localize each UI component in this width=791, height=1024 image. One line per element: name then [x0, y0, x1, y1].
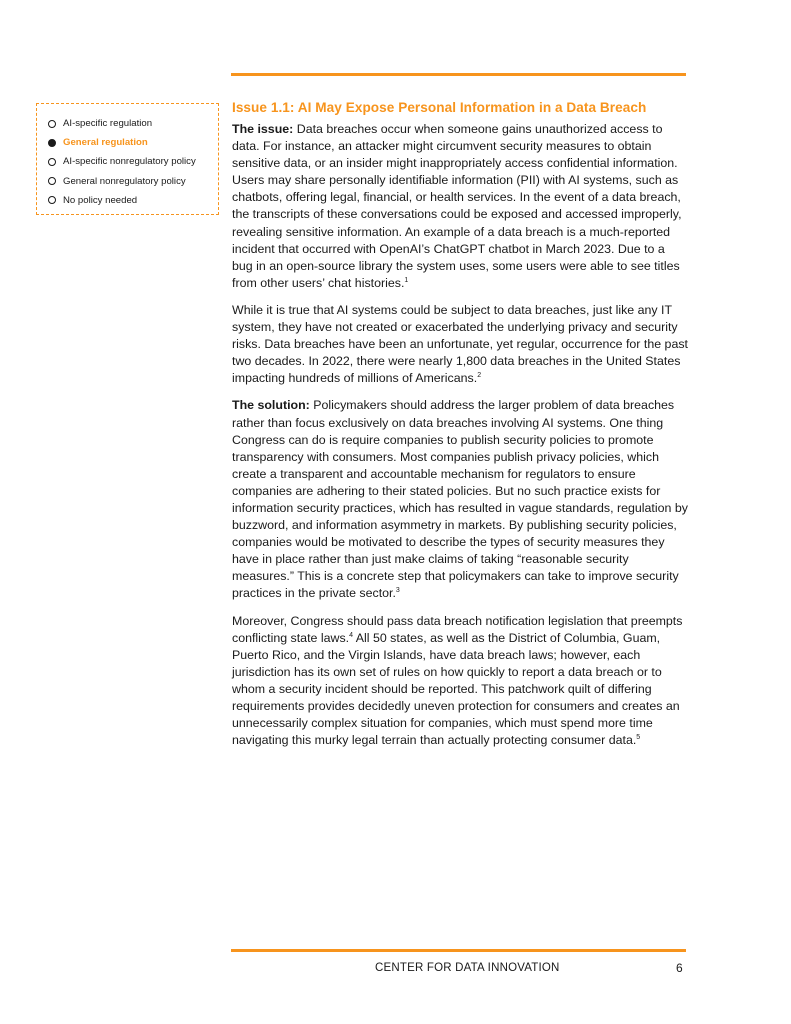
footer-divider: [231, 949, 686, 952]
section-heading: Issue 1.1: AI May Expose Personal Information in a Data Breach: [232, 100, 647, 115]
footer-organization: CENTER FOR DATA INNOVATION: [375, 962, 560, 974]
legend-item-ai-specific-regulation: [48, 114, 196, 133]
footnote-ref[interactable]: 4: [349, 631, 353, 639]
legislation-paragraph: [232, 613, 688, 750]
footnote-ref[interactable]: 2: [477, 372, 482, 380]
legend-item-ai-specific-nonregulatory-policy: [48, 152, 196, 171]
legend-label: General regulation: [63, 137, 148, 149]
legislation-text-a: Moreover, Congress should pass data breach notification legislation that preempts conflicting state laws.: [232, 613, 683, 645]
article-body: [232, 100, 688, 759]
legend-list: [48, 114, 196, 210]
solution-text: Policymakers should address the larger problem of data breaches rather than focus exclusively on data breaches involving AI systems. One thing Congress can do is require companies to publish security policies to promote transparency with consumers. Most companies publish privacy policies, which create a transparent and accountable mechanism for regulators to ensure companies are adhering to their stated policies. But no such practice exists for information security practices, which has resulted in vague standards, regulation by buzzword, and information asymmetry in markets. By publishing security policies, companies would be motivated to describe the types of security measures they have in place rather than just make claims of taking “reasonable security measures.” This is a concrete step that policymakers can take to improve security practices in the private sector.: [232, 398, 688, 601]
issue-text: Data breaches occur when someone gains unauthorized access to data. For instance, an attacker might circumvent security measures to obtain sensitive data, or an insider might inappropriately access confidential information. Users may share personally identifiable information (PII) with AI systems, such as chatbots, offering legal, financial, or health services. In the event of a data breach, the transcripts of these conversations could be exposed and accessed improperly, revealing sensitive information. An example of a data breach is a much-reported incident that occurred with OpenAI’s ChatGPT chatbot in March 2023. Due to a bug in an open-source library the system uses, some users were able to see titles from other users’ chat histories.: [232, 122, 682, 290]
issue-lead: The issue:: [232, 122, 294, 136]
top-divider: [231, 73, 686, 76]
legend-item-no-policy-needed: [48, 191, 196, 210]
footnote-ref[interactable]: 5: [636, 734, 641, 742]
empty-circle-icon: [48, 158, 56, 166]
legend-item-general-nonregulatory-policy: [48, 172, 196, 191]
legend-label: No policy needed: [63, 194, 138, 206]
footnote-ref[interactable]: 1: [404, 276, 409, 284]
filled-circle-icon: [48, 139, 56, 147]
solution-paragraph: [232, 397, 688, 602]
policy-type-legend: [36, 103, 219, 215]
empty-circle-icon: [48, 196, 56, 204]
empty-circle-icon: [48, 120, 56, 128]
context-paragraph: [232, 302, 688, 387]
context-text: While it is true that AI systems could be subject to data breaches, just like any IT system, they have not created or exacerbated the underlying privacy and security risks. Data breaches have been an unfortunate, yet regular, occurrence for the past two decades. In 2022, there were nearly 1,800 data breaches in the United States impacting hundreds of millions of Americans.: [232, 302, 688, 386]
solution-lead: The solution:: [232, 398, 310, 413]
legend-label: General nonregulatory policy: [63, 175, 186, 187]
legislation-text-b: All 50 states, as well as the District of Columbia, Guam, Puerto Rico, and the Virgin Islands, have data breach laws; however, each jurisdiction has its own set of rules on how quickly to report a data breach or to whom a security incident should be reported. This patchwork quilt of differing requirements provides decidedly uneven protection for consumers and creates an unnecessarily complex situation for companies, which must spend more time navigating this murky legal terrain than actually protecting consumer data.: [232, 630, 680, 748]
footnote-ref[interactable]: 3: [395, 587, 400, 595]
legend-label: AI-specific nonregulatory policy: [63, 156, 196, 168]
empty-circle-icon: [48, 177, 56, 185]
legend-label: AI-specific regulation: [63, 118, 153, 130]
page-number: 6: [676, 961, 683, 975]
issue-paragraph: [232, 121, 688, 292]
legend-item-general-regulation: [48, 133, 196, 152]
